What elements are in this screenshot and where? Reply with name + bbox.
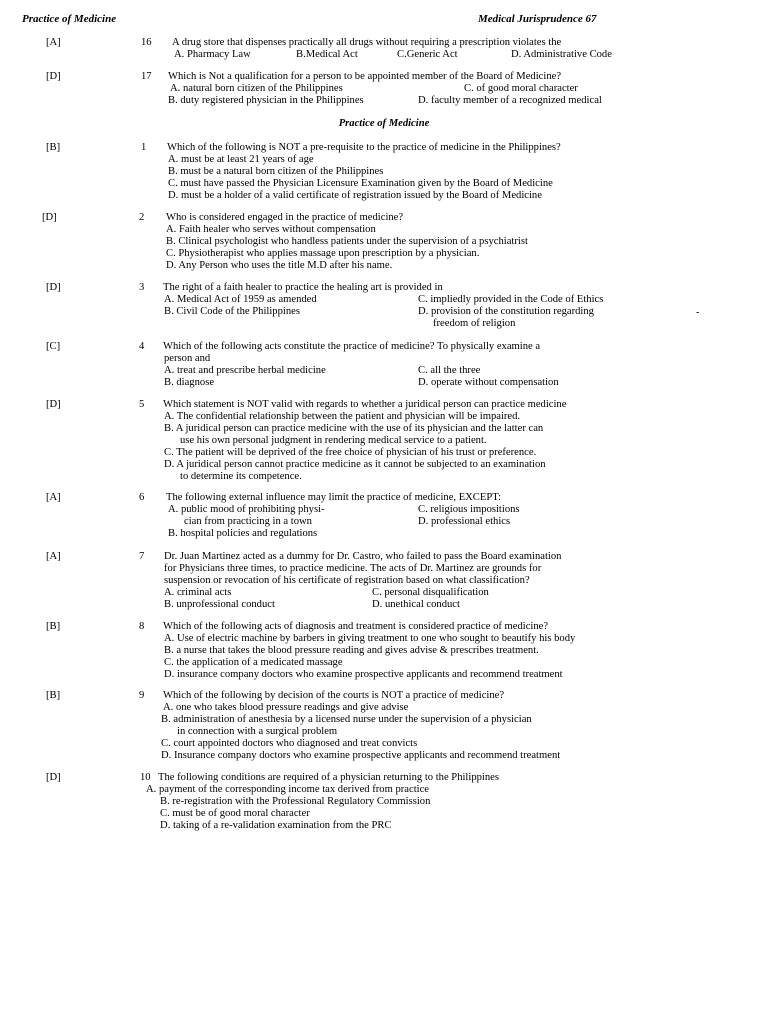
question-number: 16 (141, 37, 152, 48)
choice-c: C.Generic Act (397, 49, 458, 60)
choice-d: D. Administrative Code (511, 49, 612, 60)
choice-b: B. A juridical person can practice medicine with the use of its physician and the latter can (164, 423, 544, 434)
choice-d: D. provision of the constitution regarding (418, 306, 594, 317)
choice-b: B. unprofessional conduct (164, 599, 275, 610)
choice-b: B. hospital policies and regulations (168, 528, 318, 539)
answer-key: [B] (46, 142, 61, 153)
question-stem: The following external influence may limit the practice of medicine, EXCEPT: (166, 492, 502, 503)
choice-b: B. must be a natural born citizen of the Philippines (168, 166, 384, 177)
running-header-left: Practice of Medicine (22, 13, 117, 25)
question-number: 2 (139, 212, 145, 223)
question-number: 9 (139, 690, 145, 701)
choice-c: C. personal disqualification (372, 587, 489, 598)
question-stem: A drug store that dispenses practically all drugs without requiring a prescription violates the (172, 37, 562, 48)
running-header-right: Medical Jurisprudence 67 (478, 13, 597, 25)
answer-key: [D] (46, 282, 61, 293)
margin-mark: - (696, 307, 700, 318)
question-number: 3 (139, 282, 145, 293)
question-stem: Which of the following is NOT a pre-requisite to the practice of medicine in the Philippines? (167, 142, 561, 153)
answer-key: [C] (46, 341, 61, 352)
answer-key: [D] (46, 399, 61, 410)
question-stem: The right of a faith healer to practice the healing art is provided in (163, 282, 443, 293)
choice-b-continued: in connection with a surgical problem (177, 726, 338, 737)
question-stem-continued: person and (164, 353, 211, 364)
choice-a: A. The confidential relationship between the patient and physician will be impaired. (164, 411, 521, 422)
question-stem: Who is considered engaged in the practice of medicine? (166, 212, 404, 223)
choice-b: B.Medical Act (296, 49, 358, 60)
choice-d: D. faculty member of a recognized medical (418, 95, 602, 106)
answer-key: [A] (46, 492, 61, 503)
choice-a: A. Faith healer who serves without compensation (166, 224, 376, 235)
question-stem: Dr. Juan Martinez acted as a dummy for Dr. Castro, who failed to pass the Board examination (164, 551, 562, 562)
choice-a: A. payment of the corresponding income tax derived from practice (146, 784, 429, 795)
question-stem: Which is Not a qualification for a person to be appointed member of the Board of Medicine? (168, 71, 562, 82)
choice-c: C. of good moral character (464, 83, 578, 94)
choice-d: D. professional ethics (418, 516, 511, 527)
choice-a-continued: cian from practicing in a town (184, 516, 312, 527)
question-stem-line-3: suspension or revocation of his certificate of registration based on what classification? (164, 575, 530, 586)
choice-d-continued: freedom of religion (433, 318, 516, 329)
answer-key: [D] (42, 212, 57, 223)
question-stem: Which statement is NOT valid with regards to whether a juridical person can practice medicine (163, 399, 567, 410)
choice-d: D. insurance company doctors who examine prospective applicants and recommend treatment (164, 669, 563, 680)
choice-d: D. Insurance company doctors who examine prospective applicants and recommend treatment (161, 750, 561, 761)
choice-b: B. re-registration with the Professional Regulatory Commission (160, 796, 431, 807)
question-number: 8 (139, 621, 145, 632)
choice-d: D. A juridical person cannot practice medicine as it cannot be subjected to an examination (164, 459, 546, 470)
choice-c: C. must be of good moral character (160, 808, 310, 819)
question-number: 7 (139, 551, 145, 562)
question-stem: Which of the following acts constitute the practice of medicine? To physically examine a (163, 341, 541, 352)
answer-key: [B] (46, 690, 61, 701)
answer-key: [A] (46, 551, 61, 562)
choice-c: C. must have passed the Physician Licensure Examination given by the Board of Medicine (168, 178, 553, 189)
question-stem: Which of the following by decision of the courts is NOT a practice of medicine? (163, 690, 505, 701)
choice-b: B. diagnose (164, 377, 215, 388)
choice-a: A. criminal acts (164, 587, 232, 598)
choice-a: A. must be at least 21 years of age (168, 154, 314, 165)
choice-b: B. Civil Code of the Philippines (164, 306, 300, 317)
choice-c: C. the application of a medicated massage (164, 657, 343, 668)
choice-a: A. one who takes blood pressure readings and give advise (163, 702, 409, 713)
question-number: 17 (141, 71, 152, 82)
choice-a: A. natural born citizen of the Philippines (170, 83, 343, 94)
choice-d: D. taking of a re-validation examination from the PRC (160, 820, 392, 831)
answer-key: [A] (46, 37, 61, 48)
question-stem: Which of the following acts of diagnosis and treatment is considered practice of medicine? (163, 621, 549, 632)
choice-d: D. must be a holder of a valid certificate of registration issued by the Board of Medicine (168, 190, 542, 201)
choice-b-continued: use his own personal judgment in rendering medical service to a patient. (180, 435, 487, 446)
choice-a: A. treat and prescribe herbal medicine (164, 365, 326, 376)
question-stem-line-2: for Physicians three times, to practice medicine. The acts of Dr. Martinez are grounds for (164, 563, 542, 574)
choice-c: C. The patient will be deprived of the free choice of physician of his trust or preference. (164, 447, 537, 458)
answer-key: [D] (46, 772, 61, 783)
choice-d: D. operate without compensation (418, 377, 559, 388)
choice-b: B. Clinical psychologist who handless patients under the supervision of a psychiatrist (166, 236, 528, 247)
choice-c: C. court appointed doctors who diagnosed and treat convicts (161, 738, 418, 749)
choice-a: A. Medical Act of 1959 as amended (164, 294, 317, 305)
section-title: Practice of Medicine (338, 118, 430, 129)
choice-b: B. administration of anesthesia by a licensed nurse under the supervision of a physician (161, 714, 532, 725)
choice-b: B. duty registered physician in the Philippines (168, 95, 364, 106)
question-stem: The following conditions are required of a physician returning to the Philippines (158, 772, 499, 783)
choice-b: B. a nurse that takes the blood pressure reading and gives advise & prescribes treatment. (164, 645, 539, 656)
choice-a: A. Pharmacy Law (174, 49, 251, 60)
choice-a: A. public mood of prohibiting physi- (168, 504, 325, 515)
choice-c: C. religious impositions (418, 504, 520, 515)
choice-d-continued: to determine its competence. (180, 471, 302, 482)
question-number: 1 (141, 142, 147, 153)
answer-key: [D] (46, 71, 61, 82)
choice-d: D. unethical conduct (372, 599, 460, 610)
question-number: 4 (139, 341, 145, 352)
choice-c: C. Physiotherapist who applies massage upon prescription by a physician. (166, 248, 480, 259)
choice-a: A. Use of electric machine by barbers in giving treatment to one who sought to beautify his body (164, 633, 576, 644)
choice-c: C. impliedly provided in the Code of Ethics (418, 294, 604, 305)
question-number: 5 (139, 399, 145, 410)
choice-d: D. Any Person who uses the title M.D after his name. (166, 260, 393, 271)
answer-key: [B] (46, 621, 61, 632)
choice-c: C. all the three (418, 365, 481, 376)
question-number: 10 (140, 772, 151, 783)
question-number: 6 (139, 492, 145, 503)
